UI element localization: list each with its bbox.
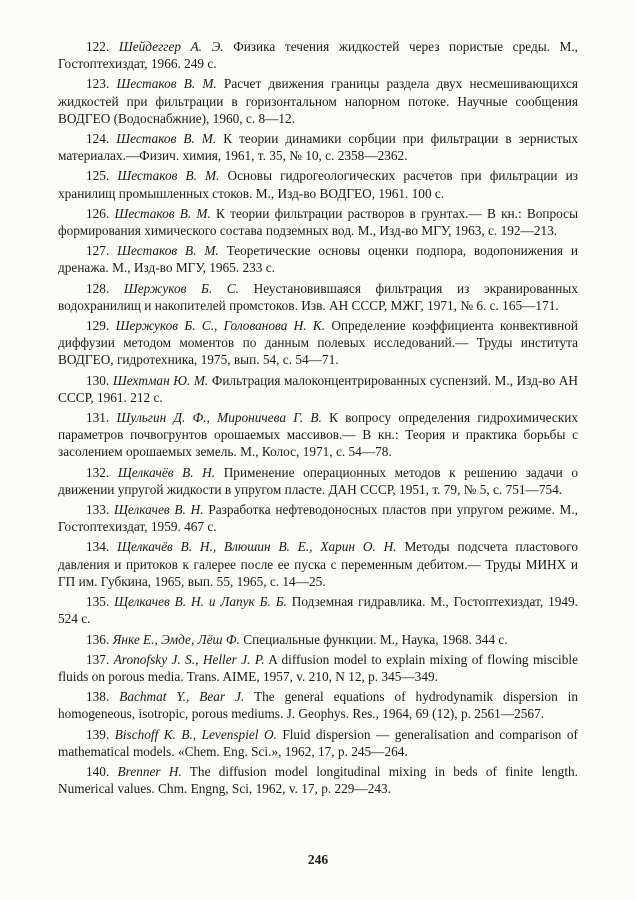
reference-number: 128. [86, 280, 110, 296]
reference-item [58, 688, 578, 722]
reference-authors: Шехтман Ю. М. [112, 372, 209, 388]
reference-item [58, 372, 578, 406]
reference-item [58, 317, 578, 369]
reference-authors: Шульгин Д. Ф., Мироничева Г. В. [116, 410, 322, 426]
reference-authors: Aronofsky J. S., Heller J. P. [113, 651, 265, 667]
reference-text: The diffusion model longitudinal mixing in beds of finite length. Numerical values. Chm. Engng, Sci, 1962, v. 17, p. 229—243. [58, 763, 578, 797]
reference-text: К вопросу определения гидрохимических параметров почвогрунтов орошаемых массивов.— В кн.: Теория и практика борьбы с засолением орошаемых земель. М., Колос, 1971, с. 54—78. [58, 410, 578, 460]
reference-authors: Щелкачев В. Н. [114, 502, 204, 518]
reference-item [58, 538, 578, 590]
reference-text: A diffusion model to explain mixing of flowing miscible fluids on porous media. Trans. AIME, 1957, v. 210, N 12, p. 345—349. [58, 651, 578, 684]
reference-number: 122. [86, 39, 110, 54]
reference-text: Расчет движения границы раздела двух несмешивающихся жидкостей при фильтрации в горизонтальном напорном потоке. Научные сообщения ВОДГЕО (Водоснабжние), 1960, с. 8—12. [58, 76, 579, 126]
reference-text: Специальные функции. М., Наука, 1968. 344 с. [243, 631, 508, 647]
reference-text: Фильтрация малоконцентрированных суспензий. М., Изд-во АН СССР, 1961. 212 с. [58, 372, 578, 405]
reference-number: 129. [86, 318, 110, 334]
reference-item [58, 726, 578, 760]
reference-item [58, 501, 578, 535]
reference-number: 127. [86, 243, 110, 259]
reference-item [58, 409, 578, 461]
reference-authors: Шестаков В. М. [117, 168, 220, 184]
reference-number: 136. [86, 631, 110, 647]
reference-number: 125. [86, 168, 110, 184]
reference-item [58, 242, 578, 276]
reference-authors: Шестаков В. М. [116, 76, 217, 92]
reference-number: 132. [86, 464, 110, 480]
reference-authors: Шержуков Б. С., Голованова Н. К. [115, 318, 326, 334]
reference-item [58, 593, 578, 627]
reference-item [58, 167, 578, 201]
reference-authors: Шейдеггер А. Э. [118, 39, 224, 54]
reference-item [58, 38, 578, 72]
reference-authors: Щелкачёв В. Н. [117, 464, 216, 480]
reference-text: Физика течения жидкостей через пористые среды. М., Гостоптехиздат, 1966. 249 с. [58, 39, 579, 72]
reference-number: 134. [86, 539, 110, 555]
reference-text: Определение коэффициента конвективной диффузии методом моментов по данным полевых исследований.— Труды института ВОДГЕО, гидротехника, 1975, вып. 54, с. 54—71. [58, 318, 578, 368]
reference-number: 139. [86, 726, 110, 742]
reference-number: 123. [86, 76, 110, 92]
reference-authors: Шестаков В. М. [117, 243, 219, 259]
reference-authors: Шержуков Б. С. [123, 280, 239, 296]
reference-text: Методы подсчета пластового давления и притоков к галерее после ее пуска с переменным дебитом.— Труды МИНХ и ГП им. Губкина, 1965, вып. 55, 1965, с. 14—25. [58, 539, 578, 589]
reference-text: К теории фильтрации растворов в грунтах.— В кн.: Вопросы формирования химического состава подземных вод. М., Изд-во МГУ, 1963, с. 192—213. [58, 205, 578, 239]
reference-authors: Шестаков В. М. [114, 205, 211, 221]
reference-item [58, 651, 578, 685]
reference-number: 140. [86, 763, 110, 779]
reference-number: 126. [86, 205, 110, 221]
reference-number: 124. [86, 131, 110, 147]
reference-number: 130. [86, 372, 110, 388]
reference-item [58, 464, 578, 498]
reference-authors: Bischoff K. B., Levenspiel O. [114, 726, 277, 742]
reference-text: К теории динамики сорбции при фильтрации в зернистых материалах.—Физич. химия, 1961, т. 35, № 10, с. 2358—2362. [58, 131, 579, 164]
reference-authors: Bachmat Y., Bear J. [119, 689, 245, 705]
reference-authors: Шестаков В. М. [116, 131, 217, 147]
reference-item [58, 205, 578, 239]
reference-number: 138. [86, 689, 110, 705]
reference-item [58, 75, 578, 127]
reference-authors: Щелкачёв В. Н., Влюшин В. Е., Харин О. Н. [117, 539, 397, 555]
reference-text: Применение операционных методов к решению задачи о движении упругой жидкости в упругом пласте. ДАН СССР, 1951, т. 79, № 5, с. 751—754. [58, 464, 578, 497]
reference-item [58, 280, 578, 314]
reference-text: Теоретические основы оценки подпора, водопонижения и дренажа. М., Изд-во МГУ, 1965. 233 с. [58, 243, 579, 276]
reference-text: The general equations of hydrodynamik dispersion in homogeneous, isotropic, porous mediums. J. Geophys. Res., 1964, 69 (12), p. 2561—2567. [58, 689, 579, 722]
reference-authors: Янке Е., Эмде, Лёш Ф. [112, 631, 240, 647]
reference-list [58, 38, 578, 797]
reference-text: Неустановившаяся фильтрация из экранированных водохранилищ и накопителей промстоков. Изв. АН СССР, МЖГ, 1971, № 6. с. 165—171. [58, 280, 579, 313]
reference-authors: Щелкачев В. Н. и Лапук Б. Б. [114, 594, 287, 610]
reference-number: 137. [86, 651, 110, 667]
reference-text: Подземная гидравлика. М., Гостоптехиздат, 1949. 524 с. [58, 594, 579, 627]
reference-text: Разработка нефтеводоносных пластов при упругом режиме. М., Гостоптехиздат, 1959. 467 с. [58, 502, 579, 535]
reference-number: 131. [86, 410, 110, 426]
reference-number: 135. [86, 594, 110, 610]
reference-item [58, 130, 578, 164]
reference-item [58, 763, 578, 797]
page-number: 246 [307, 852, 329, 867]
reference-authors: Brenner H. [117, 763, 182, 779]
reference-item [58, 631, 578, 648]
reference-text: Fluid dispersion — generalisation and comparison of mathematical models. «Chem. Eng. Sci.», 1962, 17, p. 245—264. [58, 726, 578, 759]
reference-text: Основы гидрогеологических расчетов при фильтрации из хранилищ промышленных стоков. М., Изд-во ВОДГЕО, 1961. 100 с. [58, 168, 579, 201]
reference-number: 133. [86, 502, 110, 518]
